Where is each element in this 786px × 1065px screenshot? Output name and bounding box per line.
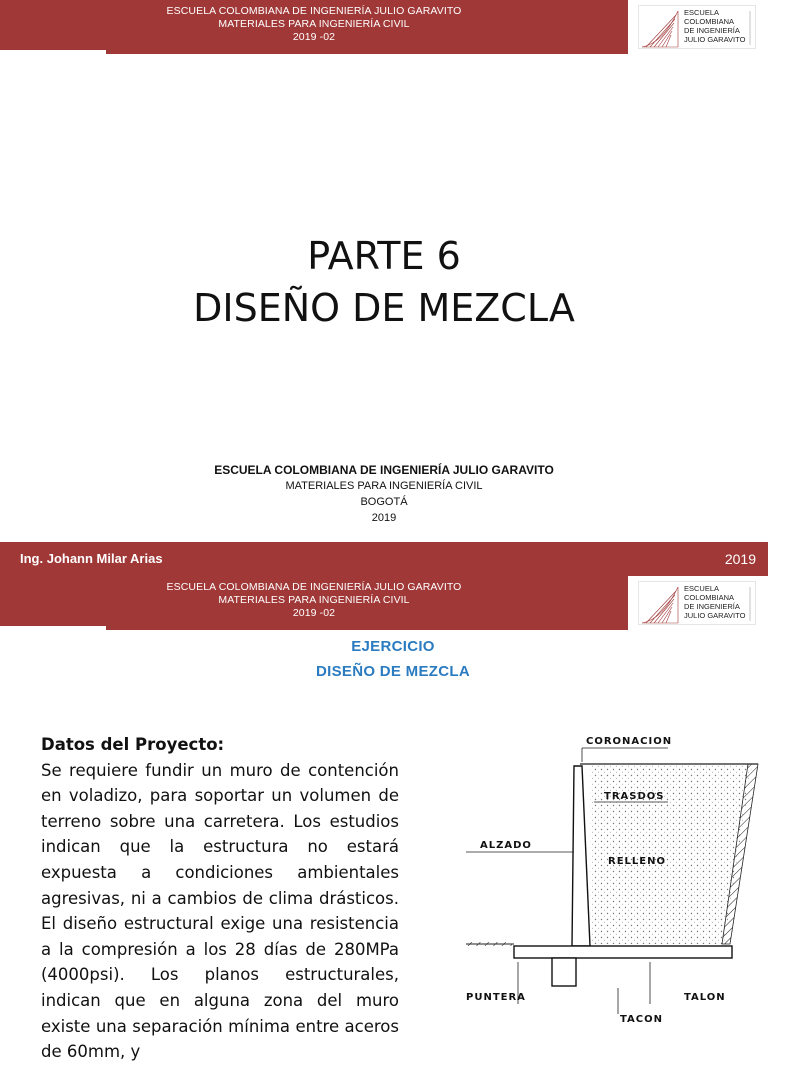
logo-line-4: JULIO GARAVITO (684, 611, 746, 620)
subtitle-line-1: ESCUELA COLOMBIANA DE INGENIERÍA JULIO GARAVITO (214, 463, 554, 477)
header-underline (106, 626, 628, 630)
title-line-1: PARTE 6 (307, 234, 461, 278)
logo-text (684, 584, 745, 620)
author-name: Ing. Johann Milar Arias (20, 551, 163, 566)
footer-bar (0, 542, 768, 576)
subtitle-line-3: BOGOTÁ (360, 496, 408, 508)
project-data-text (41, 732, 399, 1065)
logo-line-1: ESCUELA (684, 584, 720, 593)
logo-line-4: JULIO GARAVITO (684, 35, 746, 44)
university-logo (638, 581, 756, 625)
logo-text (684, 8, 745, 44)
exercise-subtitle: DISEÑO DE MEZCLA (316, 663, 470, 680)
subtitle-block (0, 462, 768, 526)
header-bar (0, 576, 628, 626)
header-bar (0, 0, 628, 50)
label-trasdos: TRASDOS (604, 791, 665, 802)
header-line-1: ESCUELA COLOMBIANA DE INGENIERÍA JULIO GARAVITO (166, 581, 462, 593)
header-line-2: MATERIALES PARA INGENIERÍA CIVIL (218, 594, 410, 606)
section-heading: Datos del Proyecto: (41, 735, 225, 754)
logo-line-3: DE INGENIERÍA (684, 26, 740, 35)
header-line-1: ESCUELA COLOMBIANA DE INGENIERÍA JULIO GARAVITO (166, 5, 462, 17)
label-tacon: TACON (620, 1014, 663, 1025)
shear-key (552, 958, 576, 986)
logo-line-2: COLOMBIANA (684, 17, 735, 26)
label-talon: TALON (684, 992, 726, 1003)
title-line-2: DISEÑO DE MEZCLA (193, 286, 575, 330)
header-underline (106, 50, 628, 54)
slide-exercise (0, 576, 768, 1062)
label-puntera: PUNTERA (466, 992, 526, 1003)
subtitle-line-2: MATERIALES PARA INGENIERÍA CIVIL (285, 480, 483, 492)
logo-line-1: ESCUELA (684, 8, 720, 17)
label-alzado: ALZADO (480, 840, 532, 851)
header-line-3: 2019 -02 (292, 607, 336, 619)
base-slab (514, 946, 732, 958)
project-paragraph: Se requiere fundir un muro de contención en voladizo, para soportar un volumen de terreno sobre una carretera. Los estudios indican que la estructura no estará expuesta a condiciones ambientales agresivas, ni a cambios de clima drásticos. El diseño estructural exige una resistencia a la compresión a los 28 días de 280MPa (4000psi). Los planos estructurales, indican que en alguna zona del muro existe una separación mínima entre aceros de 60mm, y (41, 760, 399, 1062)
university-logo (638, 5, 756, 49)
label-relleno: RELLENO (608, 856, 666, 867)
exercise-title: EJERCICIO (351, 638, 435, 655)
subtitle-line-4: 2019 (371, 512, 397, 524)
label-coronacion: CORONACION (586, 736, 673, 747)
wall-stem (572, 766, 590, 946)
logo-line-2: COLOMBIANA (684, 593, 735, 602)
header-line-3: 2019 -02 (292, 31, 336, 43)
logo-line-3: DE INGENIERÍA (684, 602, 740, 611)
retaining-wall-diagram (462, 714, 762, 1024)
footer-year: 2019 (724, 551, 756, 567)
header-line-2: MATERIALES PARA INGENIERÍA CIVIL (218, 18, 410, 30)
